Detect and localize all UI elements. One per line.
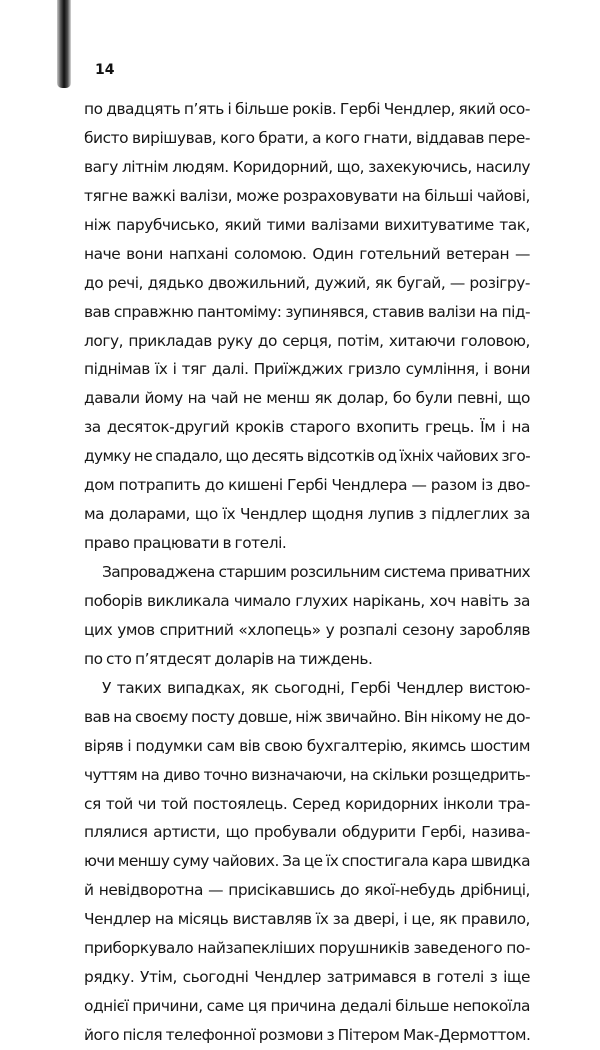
paragraph: [84, 558, 530, 674]
text-line: ся той чи той постоялець. Серед коридорних інколи тра-: [84, 794, 530, 813]
page-number: 14: [95, 62, 115, 78]
text-line: до речі, дядько двожильний, дужий, як бугай, — розігру-: [84, 273, 530, 292]
text-line: вагу літнім людям. Коридорний, що, захекуючись, насилу: [84, 157, 530, 176]
text-line: давали йому на чай не менш як долар, бо були певні, що: [84, 389, 530, 408]
text-line: за десяток-другий кроків старого вхопить грець. Їм і на: [84, 418, 530, 437]
text-line: поборів викликала чимало глухих нарікань, хоч навіть за: [84, 591, 530, 610]
text-line: рядку. Утім, сьогодні Чендлер затримався в готелі з іще: [84, 968, 530, 987]
paragraph: [84, 95, 530, 558]
text-line: дом потрапить до кишені Гербі Чендлера — разом із дво-: [84, 476, 530, 495]
text-line: плялися артисти, що пробували обдурити Гербі, називa-: [84, 823, 530, 842]
text-line: логу, прикладав руку до серця, потім, хитаючи головою,: [84, 331, 530, 350]
text-line: чуттям на диво точно визначаючи, на скільки розщедрить-: [84, 765, 530, 784]
text-line: його після телефонної розмови з Пітером Мак-Дермоттом.: [84, 1026, 531, 1044]
text-line: Чендлер на місяць виставляв їх за двері, і це, як правило,: [84, 910, 530, 929]
text-line: У таких випадках, як сьогодні, Гербі Чендлер вистою-: [102, 678, 530, 697]
text-line: приборкувало найзапекліших порушників заведеного по-: [84, 939, 530, 958]
text-line: ма доларами, що їх Чендлер щодня лупив з підлеглих за: [84, 505, 530, 524]
body-text: [84, 95, 530, 1050]
text-line: право працювати в готелі.: [84, 534, 287, 553]
text-line: ючи меншу суму чайових. За це їх спостигала кара швидка: [84, 852, 530, 871]
text-line: наче вони напхані соломою. Один готельний ветеран —: [84, 244, 530, 263]
page-edge-mark: [57, 0, 71, 88]
text-line: однієї причини, саме ця причина дедалі більше непокоїла: [84, 997, 530, 1016]
paragraph: [84, 674, 530, 1050]
text-line: думку не спадало, що десять відсотків од їхніх чайових зго-: [84, 447, 530, 466]
text-line: Запроваджена старшим розсильним система приватних: [102, 563, 530, 581]
text-line: по двадцять п’ять і більше років. Гербі Чендлер, який осо-: [84, 100, 530, 118]
text-line: й невідворотна — присікавшись до якої-небудь дрібниці,: [84, 881, 530, 900]
text-line: бисто вирішував, кого брати, а кого гнати, віддавав пере-: [84, 128, 530, 147]
text-line: піднімав їх і тяг далі. Приїжджих гризло сумління, і вони: [84, 360, 530, 379]
text-line: по сто п’ятдесят доларів на тиждень.: [84, 649, 373, 668]
text-line: цих умов спритний «хлопець» у розпалі сезону заробляв: [84, 620, 530, 639]
text-line: тягне важкі валізи, може розраховувати на більші чайові,: [84, 186, 530, 205]
text-line: вав справжню пантоміму: зупинявся, ставив валізи на під-: [84, 302, 530, 321]
text-line: вав на своєму посту довше, ніж звичайно. Він нікому не до-: [84, 707, 530, 726]
text-line: ніж парубчисько, який тими валізами вихитуватиме так,: [84, 215, 530, 234]
text-line: віряв і подумки сам вів свою бухгалтерію, якимсь шостим: [84, 736, 530, 755]
